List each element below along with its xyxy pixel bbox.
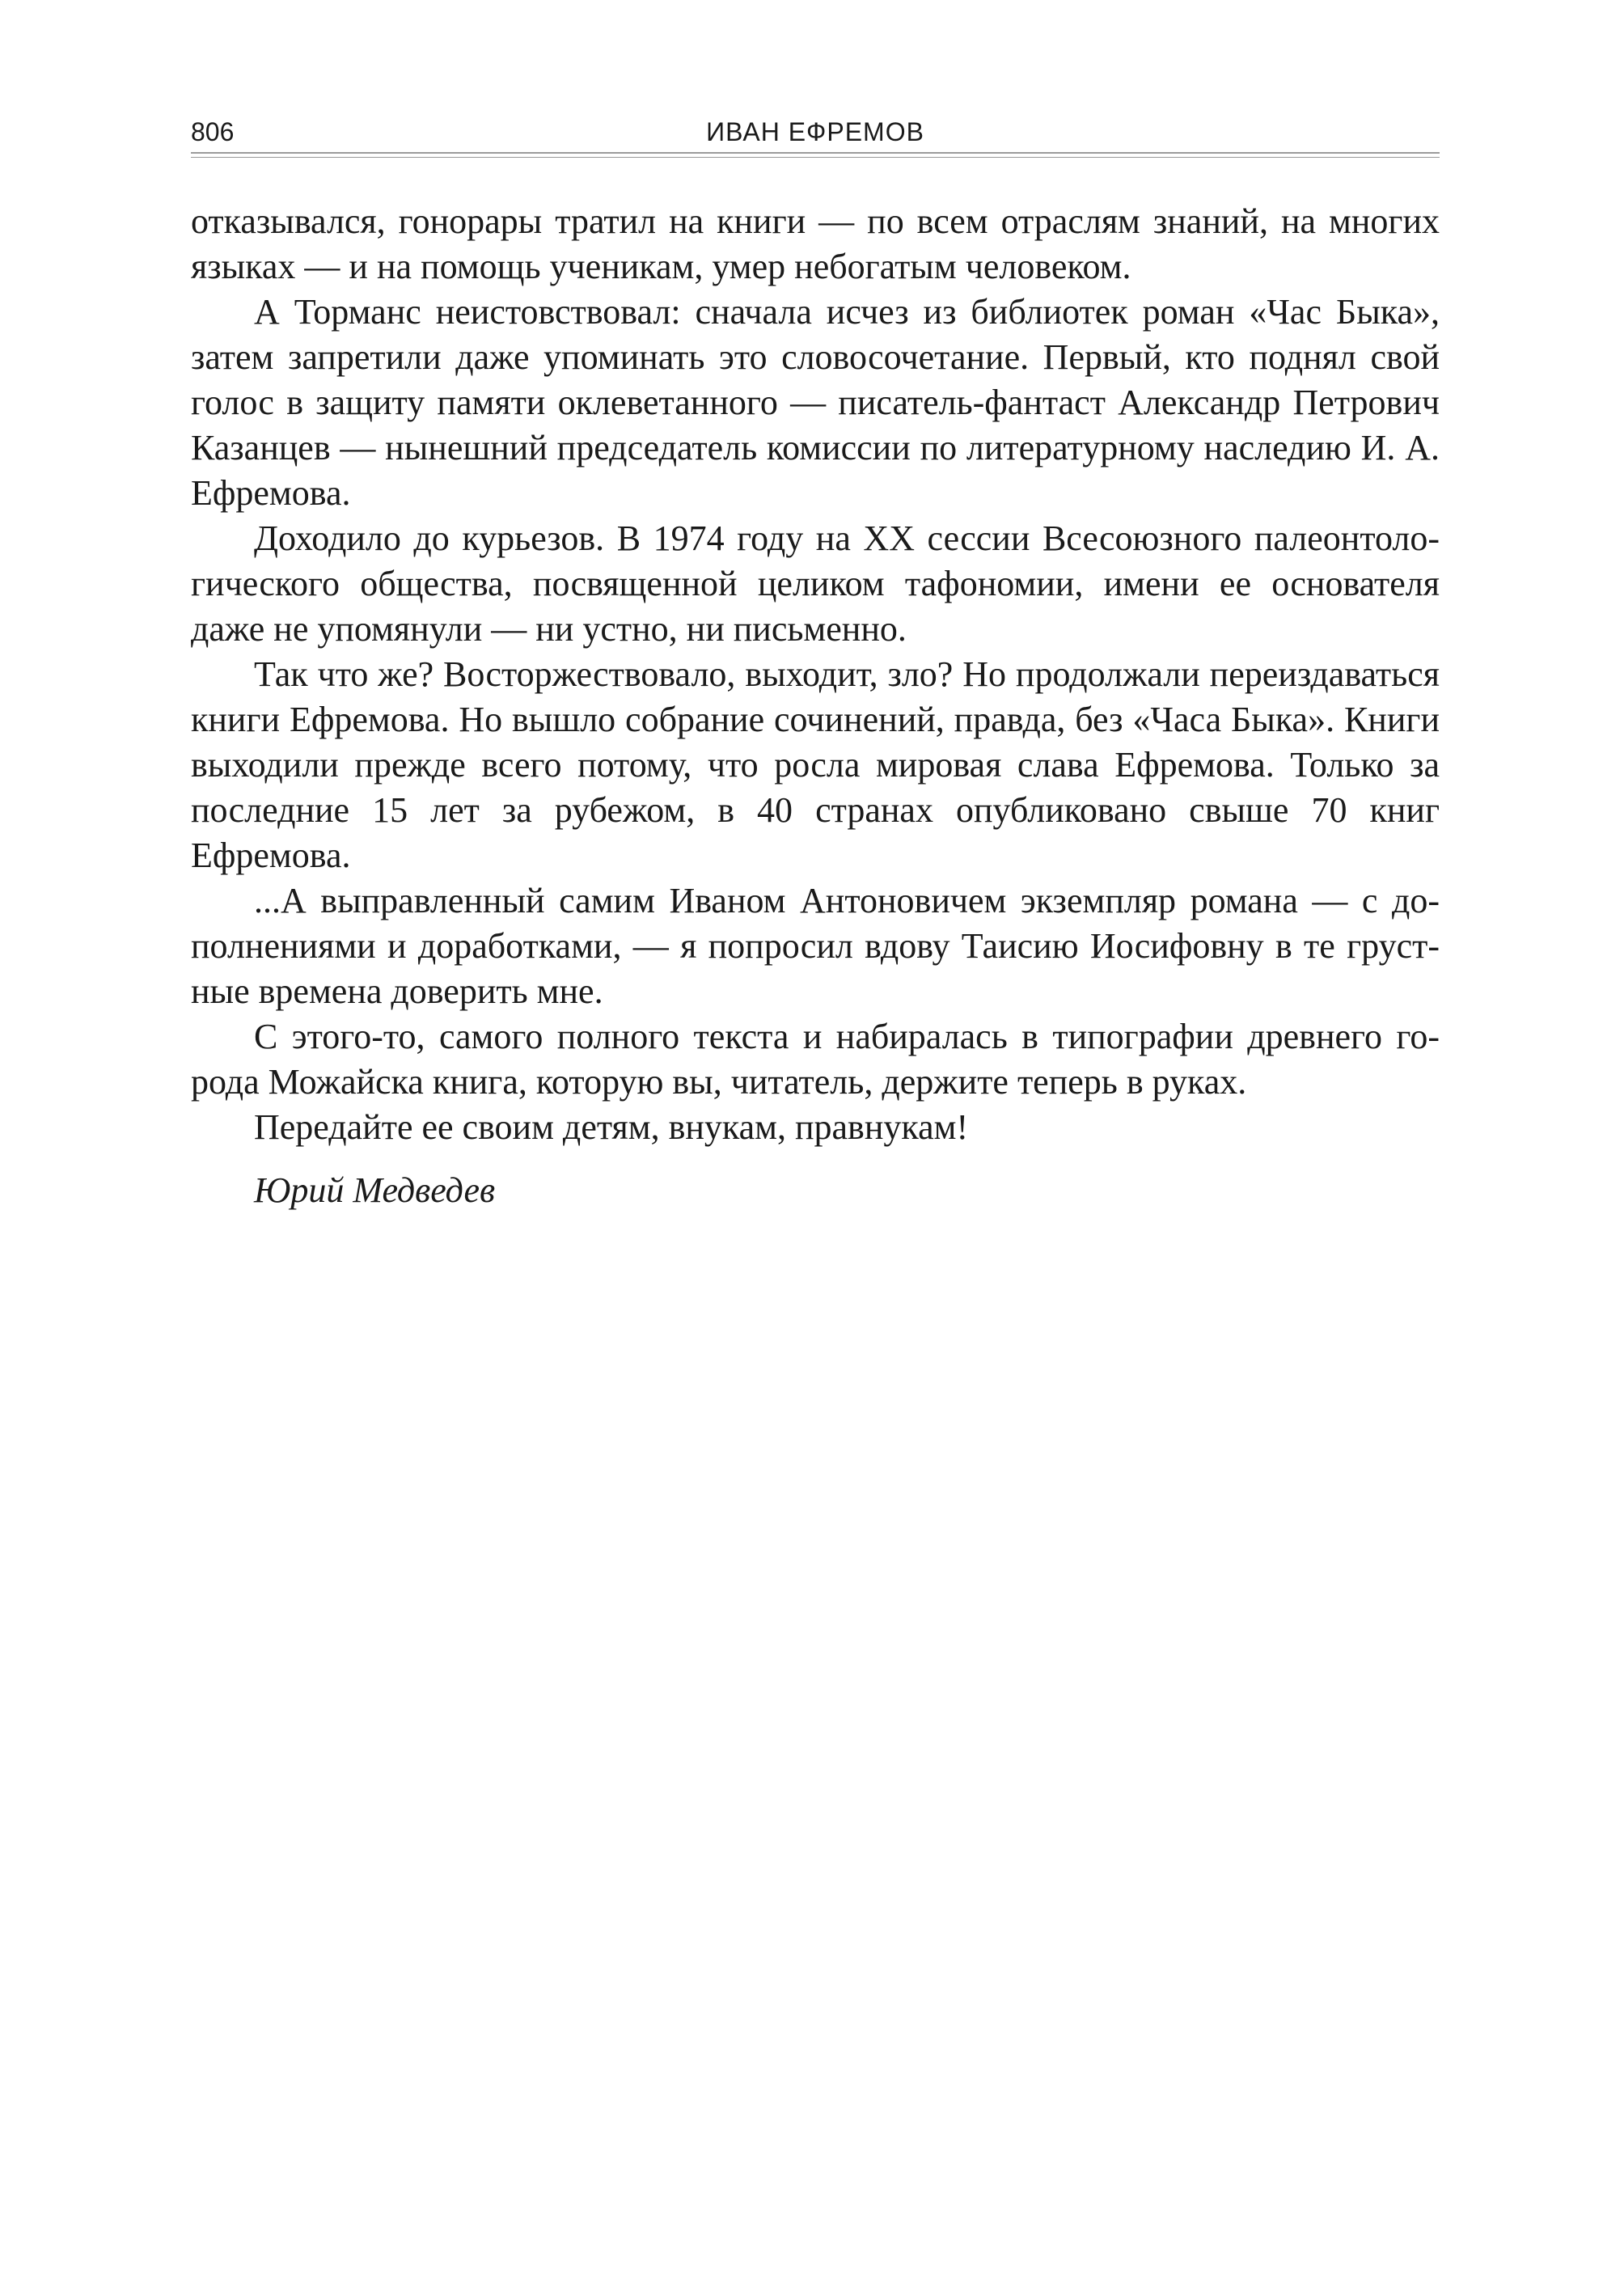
paragraph: А Торманс неистовствовал: сначала исчез из библиотек роман «Час Быка», затем запретили даже упоминать это словосочетание. Первый, кто поднял свой голос в защиту памяти оклеветанного — писатель-фантаст Александр Петрович Казанцев — нынешний председатель комиссии по литературному наследию И. А. Ефремова. — [191, 292, 1440, 513]
running-head — [191, 112, 1440, 152]
body-text — [191, 199, 1440, 1150]
header-rule — [191, 152, 1440, 154]
page-number: 806 — [191, 117, 235, 146]
paragraph: Передайте ее своим детям, внукам, правнукам! — [254, 1107, 969, 1147]
paragraph: Доходило до курьезов. В 1974 году на XX сессии Всесоюзного палеонтологического общества, посвященной целиком тафономии, имени ее основателя даже не упомянули — ни устно, ни письменно. — [191, 518, 1440, 649]
running-title: ИВАН ЕФРЕМОВ — [706, 117, 924, 146]
header-rule-thin — [191, 157, 1440, 158]
paragraph: отказывался, гонорары тратил на книги — по всем отраслям знаний, на многих языках — и на помощь ученикам, умер небогатым человеком. — [191, 201, 1440, 286]
paragraph: С этого-то, самого полного текста и набиралась в типографии древнего города Можайска книга, которую вы, читатель, держите теперь в руках. — [191, 1017, 1440, 1102]
author-signature: Юрий Медведев — [254, 1170, 496, 1210]
paragraph: ...А выправленный самим Иваном Антоновичем экземпляр романа — с дополнениями и доработками, — я попросил вдову Таисию Иосифовну в те грустные времена доверить мне. — [191, 881, 1440, 1011]
paragraph: Так что же? Восторжествовало, выходит, зло? Но продолжали переиздаваться книги Ефремова. Но вышло собрание сочинений, правда, без «Часа Быка». Книги выходили прежде всего потому, что росла мировая слава Ефремова. Только за последние 15 лет за рубежом, в 40 странах опубликовано свыше 70 книг Ефремова. — [191, 654, 1440, 875]
